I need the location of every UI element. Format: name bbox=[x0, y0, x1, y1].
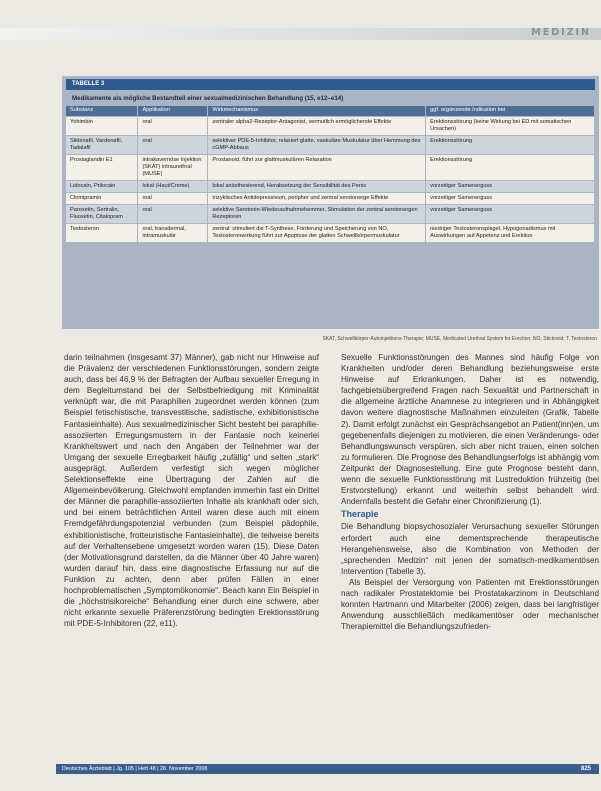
cell-mechanism: selektiver PDE-5-Inhibitor, relaxiert glatte, vaskuläre Muskulatur über Hemmung des cGMP-Abbaus bbox=[208, 135, 426, 154]
cell-indication: Erektionsstörung bbox=[426, 154, 595, 180]
cell-application: oral bbox=[138, 135, 208, 154]
header-mechanism: Wirkmechanismus bbox=[208, 106, 426, 116]
text-column-left bbox=[64, 352, 319, 629]
table-title: Medikamente als mögliche Bestandteil einer sexualmedizinischen Behandlung (15, e12–e14) bbox=[72, 95, 344, 102]
cell-substance: Paroxetin, Sertralin, Fluoxetin, Citalopram bbox=[66, 204, 138, 223]
section-label: MEDIZIN bbox=[531, 27, 591, 38]
cell-application: intrakavernöse Injektion (SKAT) intraurethral (MUSE) bbox=[138, 154, 208, 180]
cell-substance: Lidocain, Prilocain bbox=[66, 180, 138, 192]
cell-mechanism: selektive Serotonin-Wiederaufnahmehemmer, Stimulation der zentral serotonergen Rezeptoren bbox=[208, 204, 426, 223]
section-heading-therapy: Therapie bbox=[341, 509, 379, 520]
table-row bbox=[66, 204, 595, 223]
cell-substance: Clomipramin bbox=[66, 192, 138, 204]
table-row bbox=[66, 223, 595, 242]
table-label: TABELLE 3 bbox=[66, 79, 595, 90]
cell-indication: niedriger Testosteronspiegel, Hypogonadismus mit Auswirkungen auf Appetenz und Erektion bbox=[426, 223, 595, 242]
cell-substance: Testosteron bbox=[66, 223, 138, 242]
cell-mechanism: Prostanoid, führt zur glattmuskulären Relaxation bbox=[208, 154, 426, 180]
header-indication: ggf. ergänzende Indikation bei bbox=[426, 106, 595, 116]
cell-application: oral, transdermal, intramuskulär bbox=[138, 223, 208, 242]
cell-substance: Prostaglandin E1 bbox=[66, 154, 138, 180]
page-number: 825 bbox=[580, 766, 591, 772]
cell-application: lokal (Haut/Creme) bbox=[138, 180, 208, 192]
cell-indication: Erektionsstörung bbox=[426, 135, 595, 154]
cell-substance: Sildenafil, Vardenafil, Tadalafil bbox=[66, 135, 138, 154]
cell-indication: vorzeitiger Samenerguss bbox=[426, 180, 595, 192]
header-band bbox=[0, 28, 601, 40]
header-substance: Substanz bbox=[66, 106, 138, 116]
journal-footer: Deutsches Ärzteblatt | Jg. 105 | Heft 48 | 28. November 2008 bbox=[56, 764, 599, 774]
cell-substance: Yohimbin bbox=[66, 116, 138, 135]
cell-mechanism: trizyklisches Antidepressivum, peripher und zentral serotonerge Effekte bbox=[208, 192, 426, 204]
cell-mechanism: zentral: stimuliert die T-Synthese, Förderung und Speicherung von NO, Testosteronwirkung führt zur Apoptose der glatten Schwellkörpermuskulatur bbox=[208, 223, 426, 242]
body-paragraph: Als Beispiel der Versorgung von Patienten mit Erektionsstörungen nach radikaler Prostatektomie bei Prostatakarzinom in Deutschland konnten Hartmann und Mitarbeiter (2006) zeigen, dass bei langfristiger Anwendung ausschließlich medikamentöser oder mechanischer Therapiemittel die Behandlungszufrieden- bbox=[341, 577, 599, 632]
table-footnote: SKAT, Schwellkörper-Autoinjektions-Therapie; MUSE, Medicated Urethral System for Erection; NO, Stickoxid; T, Testosteron bbox=[322, 336, 597, 342]
table-row bbox=[66, 154, 595, 180]
cell-application: oral bbox=[138, 192, 208, 204]
cell-application: oral bbox=[138, 204, 208, 223]
header-application: Applikation bbox=[138, 106, 208, 116]
table-header-row bbox=[66, 106, 595, 116]
body-paragraph: Die Behandlung biopsychosozialer Verursachung sexueller Störungen erfordert auch eine dementsprechende therapeutische Herangehensweise, also die Kombination von Methoden der „sprechenden Medizin“ mit jenen der somatisch-medikamentösen Intervention (Tabelle 3). bbox=[341, 522, 599, 576]
table-row bbox=[66, 116, 595, 135]
text-column-right bbox=[341, 352, 599, 632]
cell-application: oral bbox=[138, 116, 208, 135]
cell-indication: Erektionsstörung (keine Wirkung bei ED mit somatischen Ursachen) bbox=[426, 116, 595, 135]
medication-table bbox=[66, 106, 595, 242]
body-paragraph: darin teilnahmen (insgesamt 37) Männer), gab nicht nur Hinweise auf die Prävalenz der verschiedenen Funktionsstörungen, sondern zeigte auch, dass bei 46,9 % der Befragten der Aufbau sexueller Erregung in dem Begleitumstand bei der Selbstbefriedigung mit Kriminalität verknüpft war, die mit Paraphilien zugeordnet werden können (zum Beispiel fetischistische, transvestitische, sadistische, exhibitionistische Fantasieinhalte). Aus sexualmedizinischer Sicht besteht bei paraphilie-assoziierten Erregungsmustern in der Fantasie noch keinerlei Krankheitswert und nach den Angaben der Teilnehmer war der Umgang der sexuelle Erregbarkeit häufig „zufällig“ und selten „stark“ ausgeprägt. Außerdem verfestigt sich wegen möglicher Selektionseffekte eine Übertragung der Zahlen auf die Allgemeinbevölkerung. Gleichwohl empfanden immerhin fast ein Drittel der Männer die paraphilie-assoziierten Inhalte als krankhaft oder sich, und bei einem beträchtlichen Anteil waren diese auch mit einem Fremdgefährdungspotenzial verbunden (zum Beispiel pädophile, exhibitionistische, frotteuristische Fantasieinhalte), die teilweise bereits auf der Verhaltensebene umgesetzt worden waren (15). Diese Daten (der Motivationsgrund darstellen, da die Männer über 40 Jahre waren) wurden darauf hin, dass eine diagnostische Erfassung nur auf die Funktion zu achten, denn aber prüfen Fällen in einer hochproblematischen „Symptomökonomie“. Beach kann Ein Beispiel in die „höchstrisikoreiche“ Behandlung einer durch eine schwere, aber nicht erkannte sexuelle Präferenzstörung bedingten Erektionsstörung mit PDE-5-Inhibitoren (22, e11). bbox=[64, 353, 319, 629]
body-paragraph: Sexuelle Funktionsstörungen des Mannes sind häufig Folge von Krankheiten und/oder deren Behandlung beziehungsweise erste Hinweise auf Erkrankungen. Daher ist es notwendig, fachgebietsübergreifend Fragen nach Sexualität und Partnerschaft in die allgemeine ärztliche Anamnese zu integrieren und in Abhängigkeit davon weitere diagnostische Maßnahmen einzuleiten (Grafik, Tabelle 2). Damit erfolgt zunächst ein Gesprächsangebot an Patient(inn)en, um gegebenenfalls diejenigen zu motivieren, die einen Veränderungs- oder Behandlungswunsch verspüren, sich aber nicht trauen, einen solchen zu formulieren. Die Prognose des Behandlungserfolgs ist abhängig vom Zeitpunkt der Diagnosestellung. Eine gute Prognose besteht dann, wenn die sexuelle Funktionsstörung mit Lustreduktion frühzeitig (bei Erstvorstellung) erkannt und weiterhin selbst behandelt wird. Andernfalls besteht die Gefahr einer Chronifizierung (1). bbox=[341, 353, 599, 507]
table-box bbox=[62, 76, 599, 329]
cell-mechanism: lokal anästhesierend, Herabsetzung der Sensibilität des Penis bbox=[208, 180, 426, 192]
cell-indication: vorzeitiger Samenerguss bbox=[426, 204, 595, 223]
cell-indication: vorzeitiger Samenerguss bbox=[426, 192, 595, 204]
cell-mechanism: zentraler alpha2-Rezeptor-Antagonist, vermutlich ermöglichende Effekte bbox=[208, 116, 426, 135]
table-row bbox=[66, 180, 595, 192]
table-row bbox=[66, 135, 595, 154]
table-row bbox=[66, 192, 595, 204]
